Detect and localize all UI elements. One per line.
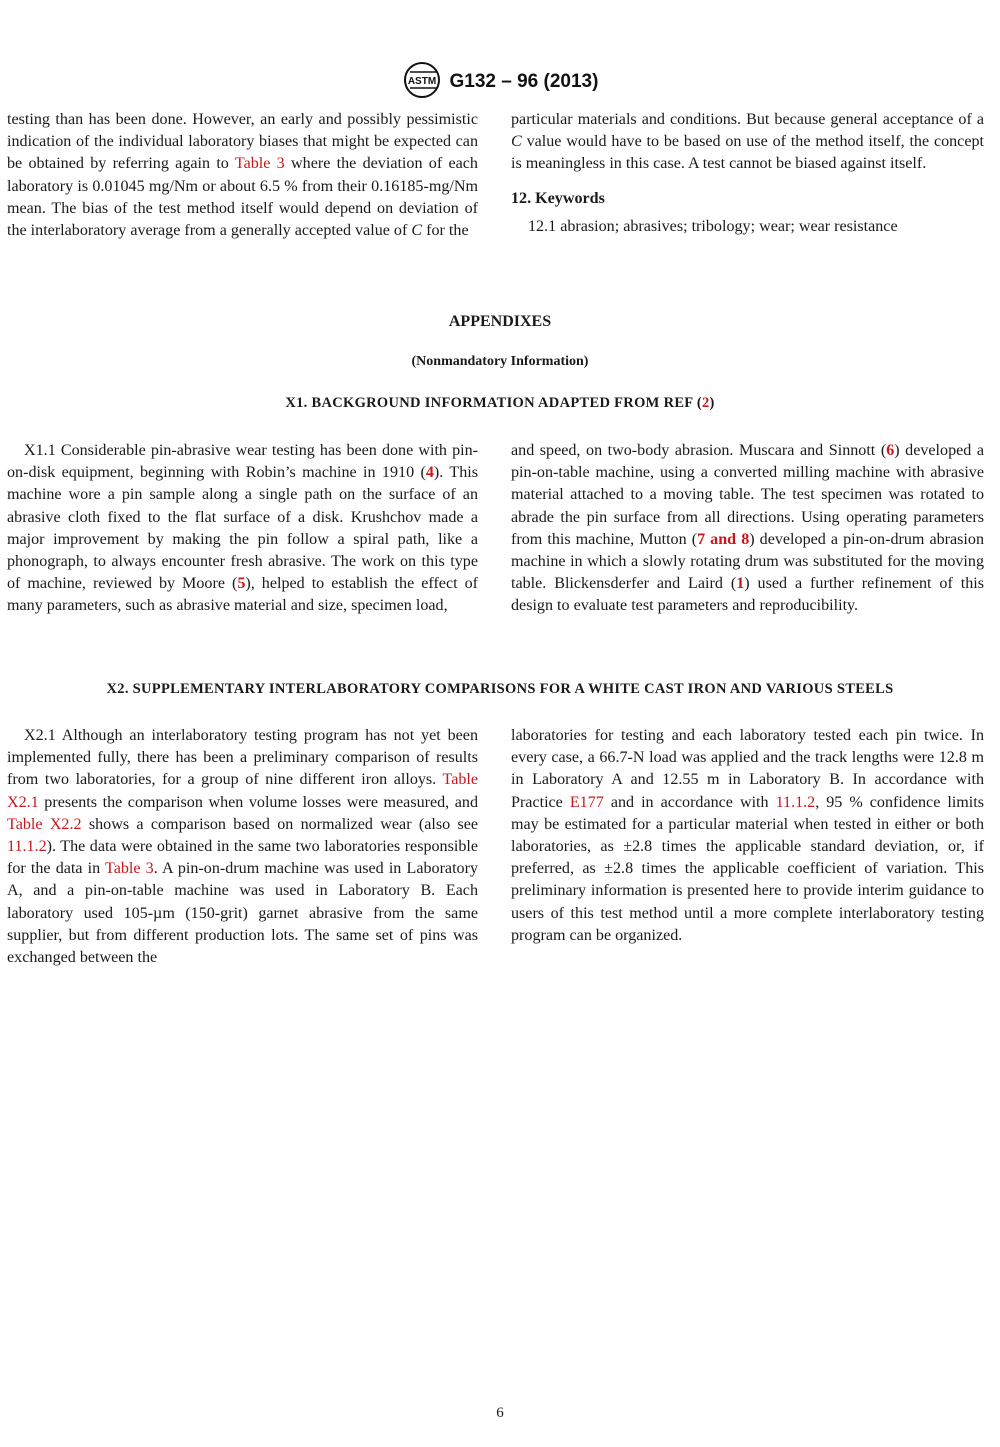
- appendixes-title: APPENDIXES: [448, 313, 552, 330]
- keywords-text: 12.1 abrasion; abrasives; tribology; wear; wear resistance: [528, 217, 898, 235]
- x2-1-paragraph-continued: laboratories for testing and each laboratory tested each pin twice. In every case, a 66.7-N load was applied and the track lengths were 12.8 m in Laboratory A and 12.55 m in Laboratory B. In accordance with Practice E177 and in accordance with 11.1.2, 95 % confidence limits may be estimated for a particular material when tested in either or both laboratories, as ±2.8 times the applicable standard deviation, or, if preferred, as ±2.8 times the applicable coefficient of variation. This preliminary information is presented here to provide interim guidance to users of this test method until a more complete interlaboratory testing program can be organized.: [511, 727, 985, 944]
- document-id: G132 – 96 (2013): [449, 71, 599, 92]
- table-3-link[interactable]: Table 3: [234, 155, 285, 173]
- ref-1-link[interactable]: 1: [736, 575, 745, 593]
- table-x2-1-link[interactable]: Table X2.1: [7, 771, 478, 811]
- x1-heading: X1. BACKGROUND INFORMATION ADAPTED FROM REF (2): [285, 395, 715, 411]
- x2-left-column: [7, 725, 478, 969]
- x1-1-paragraph-continued: and speed, on two-body abrasion. Muscara and Sinnott (6) developed a pin-on-table machine, using a converted milling machine with abrasive material attached to a moving table. The test specimen was rotated to abrade the pin surface from all directions. Using operating parameters from this machine, Mutton (7 and 8) developed a pin-on-drum abrasion machine in which a slowly rotating drum was substituted for the moving table. Blickensderfer and Laird (1) used a further refinement of this design to evaluate test parameters and reproducibility.: [511, 442, 985, 615]
- bias-paragraph-end: particular materials and conditions. But because general acceptance of a C value would have to be based on use of the method itself, the concept is meaningless in this case. A test cannot be biased against itself.: [511, 111, 984, 173]
- practice-e177-link[interactable]: E177: [569, 793, 604, 811]
- table-x2-2-link[interactable]: Table X2.2: [7, 815, 82, 833]
- appendixes-subtitle: (Nonmandatory Information): [411, 354, 589, 369]
- keywords-heading: 12. Keywords: [511, 189, 605, 207]
- ref-4-link[interactable]: 4: [425, 464, 434, 482]
- x2-right-column: [511, 725, 984, 947]
- x2-heading: X2. SUPPLEMENTARY INTERLABORATORY COMPARISONS FOR A WHITE CAST IRON AND VARIOUS STEELS: [106, 681, 894, 697]
- section-left-column: [7, 109, 478, 242]
- section-11-1-2-link-right[interactable]: 11.1.2: [775, 793, 816, 811]
- section-right-column: [511, 109, 984, 238]
- page-header: [0, 60, 1000, 100]
- x1-right-column: [511, 440, 984, 618]
- section-11-1-2-link[interactable]: 11.1.2: [7, 838, 47, 856]
- x1-1-paragraph: X1.1 Considerable pin-abrasive wear testing has been done with pin-on-disk equipment, beginning with Robin’s machine in 1910 (4). This machine wore a pin sample along a single path on the surface of an abrasive cloth fixed to the flat surface of a disk. Krushchov made a major improvement by making the pin follow a spiral path, like a phonograph, to always encounter fresh abrasive. The work on this type of machine, reviewed by Moore (5), helped to establish the effect of many parameters, such as abrasive material and size, specimen load,: [7, 442, 478, 615]
- page-number: 6: [496, 1405, 504, 1421]
- ref-5-link[interactable]: 5: [237, 575, 246, 593]
- bias-paragraph-continued: testing than has been done. However, an early and possibly pessimistic indication of the individual laboratory biases that might be expected can be obtained by referring again to Table 3 where the deviation of each laboratory is 0.01045 mg/Nm or about 6.5 % from their 0.16185-mg/Nm mean. The bias of the test method itself would depend on deviation of the interlaboratory average from a generally accepted value of C for the: [7, 111, 478, 240]
- svg-text:ASTM: ASTM: [407, 76, 436, 87]
- ref-2-link[interactable]: 2: [701, 395, 710, 411]
- table-3-link-x2[interactable]: Table 3: [105, 860, 154, 878]
- ref-6-link[interactable]: 6: [886, 442, 895, 459]
- x1-left-column: [7, 440, 478, 618]
- x2-1-paragraph: X2.1 Although an interlaboratory testing program has not yet been implemented fully, there has been a preliminary comparison of results from two laboratories, for a group of nine different iron alloys. Table X2.1 presents the comparison when volume losses were measured, and Table X2.2 shows a comparison based on normalized wear (also see 11.1.2). The data were obtained in the same two laboratories responsible for the data in Table 3. A pin-on-drum machine was used in Laboratory A, and a pin-on-table machine was used in Laboratory B. Each laboratory used 105-µm (150-grit) garnet abrasive from the same supplier, but from different production lots. The same set of pins was exchanged between the: [7, 727, 478, 967]
- ref-7-and-8-link[interactable]: 7 and 8: [697, 530, 750, 548]
- astm-logo-icon: [402, 60, 444, 100]
